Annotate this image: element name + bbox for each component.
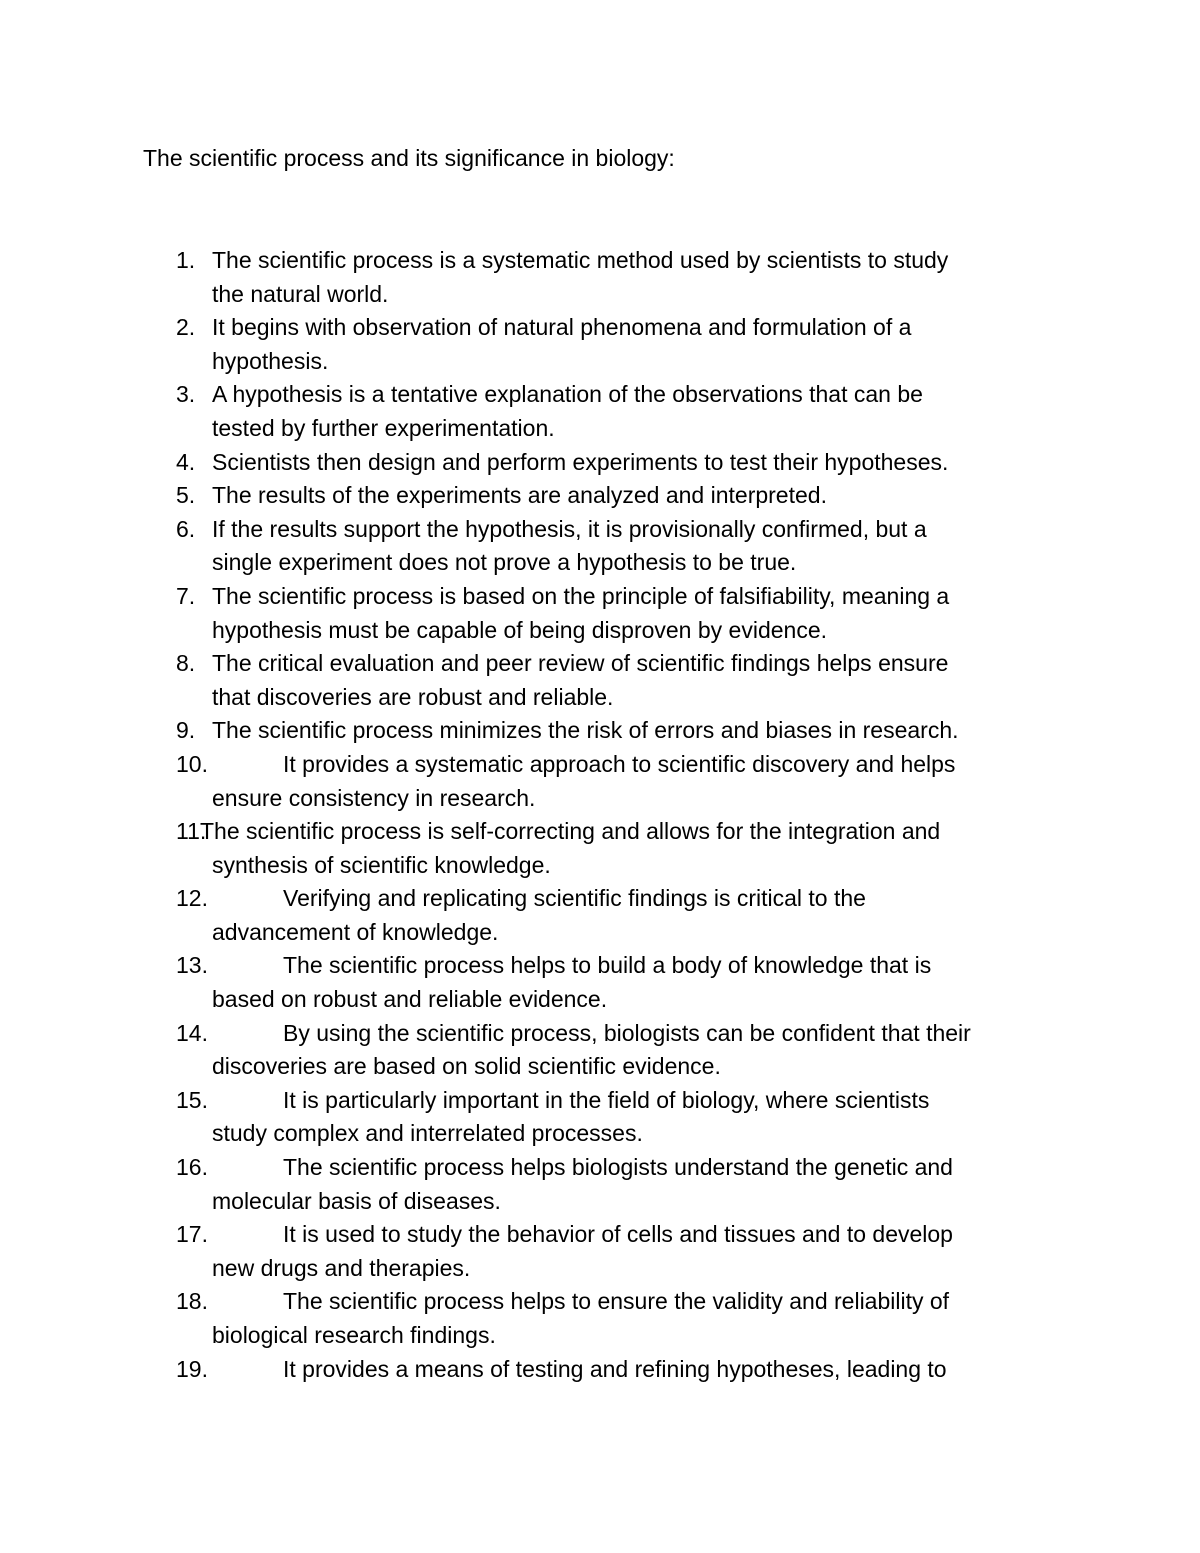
list-item bbox=[0, 580, 1062, 647]
list-item-number: 18. bbox=[176, 1288, 208, 1315]
list-item bbox=[0, 479, 1062, 513]
list-item-number: 10. bbox=[176, 750, 208, 777]
list-item-text: The critical evaluation and peer review of scientific findings helps ensure bbox=[212, 650, 949, 677]
list-item-text: based on robust and reliable evidence. bbox=[212, 986, 608, 1013]
list-item-number: 1. bbox=[176, 247, 196, 273]
list-item-number: 2. bbox=[176, 314, 196, 341]
list-item-text: If the results support the hypothesis, it is provisionally confirmed, but a bbox=[212, 515, 927, 542]
list-item-text: The scientific process is self-correcting and allows for the integration and bbox=[200, 818, 941, 845]
list-item bbox=[0, 949, 1062, 1016]
list-item-text: advancement of knowledge. bbox=[212, 918, 499, 945]
list-item-number: 9. bbox=[176, 717, 196, 744]
list-item bbox=[0, 446, 1062, 480]
list-item-text: It is particularly important in the field of biology, where scientists bbox=[283, 1086, 930, 1113]
list-item-number: 15. bbox=[176, 1086, 208, 1113]
list-item bbox=[0, 1218, 1062, 1285]
list-item-text: new drugs and therapies. bbox=[212, 1254, 471, 1281]
list-item bbox=[0, 647, 1062, 714]
list-item-text: tested by further experimentation. bbox=[212, 414, 555, 441]
list-item bbox=[0, 378, 1062, 445]
list-item bbox=[0, 815, 1062, 882]
list-item bbox=[0, 244, 1062, 311]
list-item-text: The scientific process helps to build a body of knowledge that is bbox=[283, 952, 932, 979]
list-item bbox=[0, 1285, 1062, 1352]
list-item-number: 12. bbox=[176, 885, 208, 912]
list-item-text: hypothesis must be capable of being disproven by evidence. bbox=[212, 616, 828, 643]
numbered-list bbox=[0, 244, 1200, 1386]
list-item bbox=[0, 1353, 1062, 1387]
list-item bbox=[0, 748, 1062, 815]
list-item-text: single experiment does not prove a hypothesis to be true. bbox=[212, 549, 797, 576]
list-item-text: The scientific process is based on the principle of falsifiability, meaning a bbox=[212, 582, 950, 609]
list-item-text: The scientific process helps biologists understand the genetic and bbox=[283, 1154, 953, 1181]
list-item bbox=[0, 882, 1062, 949]
list-item-text: discoveries are based on solid scientific evidence. bbox=[212, 1053, 721, 1080]
list-item-number: 3. bbox=[176, 381, 196, 408]
list-item bbox=[0, 714, 1062, 748]
list-item-number: 13. bbox=[176, 952, 208, 979]
list-item-text: A hypothesis is a tentative explanation of the observations that can be bbox=[212, 381, 923, 408]
list-item-text: It begins with observation of natural phenomena and formulation of a bbox=[212, 314, 912, 341]
list-item-text: biological research findings. bbox=[212, 1322, 496, 1348]
list-item-text: The scientific process helps to ensure the validity and reliability of bbox=[283, 1288, 950, 1315]
list-item-number: 11. bbox=[176, 818, 207, 845]
list-item-text: The results of the experiments are analyzed and interpreted. bbox=[212, 482, 827, 509]
list-item-text: molecular basis of diseases. bbox=[212, 1187, 501, 1214]
list-item-number: 8. bbox=[176, 650, 196, 677]
page-title: The scientific process and its significance in biology: bbox=[143, 145, 675, 171]
list-item-text: By using the scientific process, biologists can be confident that their bbox=[283, 1019, 971, 1046]
list-item-text: The scientific process minimizes the risk of errors and biases in research. bbox=[212, 717, 959, 744]
list-item bbox=[0, 1017, 1062, 1084]
list-item-number: 4. bbox=[176, 448, 196, 475]
list-item-text: that discoveries are robust and reliable. bbox=[212, 683, 614, 710]
list-item-number: 6. bbox=[176, 515, 196, 542]
list-item-text: study complex and interrelated processes. bbox=[212, 1120, 643, 1147]
list-item-number: 16. bbox=[176, 1154, 208, 1181]
list-item bbox=[0, 311, 1062, 378]
list-item-text: It provides a systematic approach to scientific discovery and helps bbox=[283, 750, 956, 777]
list-item-text: Scientists then design and perform experiments to test their hypotheses. bbox=[212, 448, 949, 475]
list-item-text: It provides a means of testing and refining hypotheses, leading to bbox=[283, 1355, 947, 1382]
list-item bbox=[0, 1151, 1062, 1218]
list-item-number: 19. bbox=[176, 1355, 208, 1382]
list-item-text: hypothesis. bbox=[212, 347, 329, 374]
list-item-number: 14. bbox=[176, 1019, 208, 1046]
list-item-text: It is used to study the behavior of cells and tissues and to develop bbox=[283, 1221, 953, 1248]
list-item-text: synthesis of scientific knowledge. bbox=[212, 851, 551, 878]
list-item-text: ensure consistency in research. bbox=[212, 784, 536, 811]
list-item bbox=[0, 513, 1062, 580]
list-item-text: the natural world. bbox=[212, 280, 389, 307]
list-item bbox=[0, 1084, 1062, 1151]
list-item-text: Verifying and replicating scientific findings is critical to the bbox=[283, 885, 866, 912]
list-item-number: 17. bbox=[176, 1221, 208, 1248]
list-item-number: 5. bbox=[176, 482, 196, 509]
list-item-number: 7. bbox=[176, 582, 196, 609]
list-item-text: The scientific process is a systematic method used by scientists to study bbox=[212, 247, 949, 273]
